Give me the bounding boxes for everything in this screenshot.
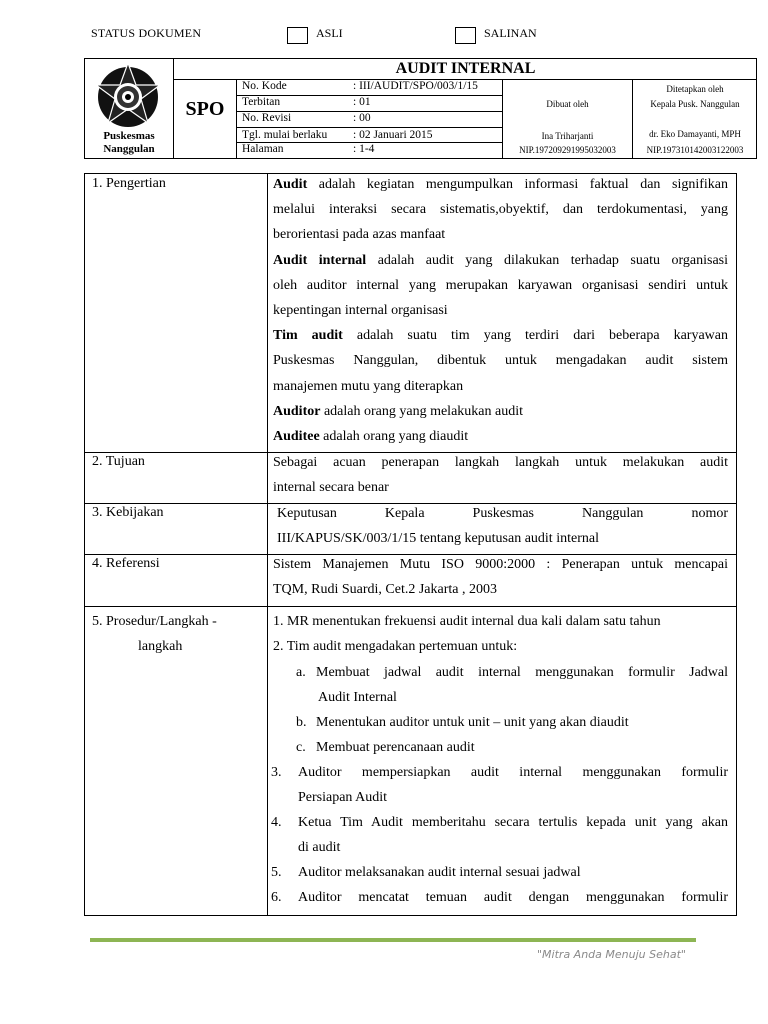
definition-text: Puskesmas Nanggulan, dibentuk untuk mengadakan audit sistem [273,353,728,369]
term-auditor: Auditor [273,403,321,419]
section-label-pengertian: 1. Pengertian [92,176,166,191]
section-body-kebijakan [277,501,728,551]
footer-divider [90,938,696,942]
term-tim-audit: Tim audit [273,328,343,344]
section-body-tujuan [273,450,728,500]
procedure-step-1: 1. MR menentukan frekuensi audit internal dua kali dalam satu tahun [273,614,661,629]
meta-value: : 02 Januari 2015 [353,129,433,141]
definition-text: manajemen mutu yang diterapkan [273,378,464,394]
spo-label: SPO [174,80,237,159]
meta-value: : 01 [353,96,371,108]
asli-label: ASLI [316,26,343,40]
body-text: III/KAPUS/SK/003/1/15 tentang keputusan audit internal [277,531,599,547]
asli-checkbox[interactable] [287,27,308,44]
made-by-cell [503,80,633,159]
step-marker: 4. [271,815,282,830]
set-by-nip: NIP.197310142003122003 [646,145,744,155]
definition-text: adalah orang yang diaudit [319,428,469,444]
section-label-prosedur-cont: langkah [138,639,183,654]
section-body-referensi [273,552,728,602]
section-body-pengertian [273,172,728,449]
made-by-name: Ina Triharjanti [541,131,594,141]
body-text: Keputusan Kepala Puskesmas Nanggulan nomor [277,506,728,521]
set-by-label: Ditetapkan oleh [666,84,724,94]
section-label-kebijakan: 3. Kebijakan [92,505,164,520]
meta-key: No. Revisi [242,112,292,124]
row-divider [84,606,737,607]
set-by-cell [633,80,757,159]
meta-row-halaman [237,143,503,159]
document-title: AUDIT INTERNAL [174,58,757,80]
term-audit: Audit [273,177,308,192]
meta-key: Halaman [242,143,284,155]
procedure-step-3: Auditor mempersiapkan audit internal menggunakan formulir [298,765,728,780]
substep-marker: a. [296,665,306,680]
substep-marker: c. [296,740,306,755]
status-dokumen-label: STATUS DOKUMEN [91,26,202,40]
section-label-referensi: 4. Referensi [92,556,160,571]
meta-row-kode [237,80,503,96]
section-label-prosedur: 5. Prosedur/Langkah - [92,614,217,629]
puskesmas-logo-icon [93,61,163,131]
footer-tagline: "Mitra Anda Menuju Sehat" [537,948,686,961]
substep-b: Menentukan auditor untuk unit – unit yang akan diaudit [316,715,629,730]
term-audit-internal: Audit internal [273,252,367,268]
procedure-step-4: Ketua Tim Audit memberitahu secara tertulis kepada unit yang akan [298,815,728,830]
substep-marker: b. [296,715,307,730]
meta-row-revisi [237,112,503,128]
meta-value: : III/AUDIT/SPO/003/1/15 [353,80,478,92]
section-label-tujuan: 2. Tujuan [92,454,145,469]
definition-text: berorientasi pada azas manfaat [273,227,446,243]
meta-key: Terbitan [242,96,281,108]
step-marker: 6. [271,890,282,905]
org-logo-cell [84,58,174,159]
procedure-step-5: Auditor melaksanakan audit internal sesuai jadwal [298,865,581,880]
meta-value: : 1-4 [353,143,375,155]
made-by-nip: NIP.197209291995032003 [519,145,616,155]
definition-text: melalui interaksi secara sistematis,obyektif, dan terdokumentasi, yang [273,202,728,218]
substep-a: Membuat jadwal audit internal menggunakan formulir Jadwal [316,665,728,680]
set-by-role: Kepala Pusk. Nanggulan [650,99,740,109]
document-meta [237,80,503,159]
made-by-label: Dibuat oleh [546,99,589,109]
substep-a-cont: Audit Internal [318,690,397,705]
body-text: Sebagai acuan penerapan langkah langkah untuk melakukan audit [273,455,728,470]
set-by-name: dr. Eko Damayanti, MPH [649,129,741,139]
term-auditee: Auditee [273,428,320,444]
definition-text: adalah orang yang melakukan audit [320,403,523,419]
body-text: TQM, Rudi Suardi, Cet.2 Jakarta , 2003 [273,582,497,598]
procedure-step-4-cont: di audit [298,840,341,855]
column-divider [267,173,268,916]
org-name-line2: Nanggulan [103,143,155,155]
definition-text: adalah audit yang dilakukan terhadap suatu organisasi [366,252,729,268]
substep-c: Membuat perencanaan audit [316,740,475,755]
definition-text: adalah kegiatan mengumpulkan informasi faktual dan signifikan [307,177,728,192]
salinan-label: SALINAN [484,26,537,40]
meta-key: No. Kode [242,80,287,92]
procedure-step-6: Auditor mencatat temuan audit dengan menggunakan formulir [298,890,728,905]
step-marker: 5. [271,865,282,880]
step-marker: 3. [271,765,282,780]
meta-row-tgl [237,128,503,143]
definition-text: kepentingan internal organisasi [273,302,448,318]
definition-text: oleh auditor internal yang merupakan karyawan organisasi sendiri untuk [273,277,728,293]
procedure-step-2: 2. Tim audit mengadakan pertemuan untuk: [273,639,518,654]
salinan-checkbox[interactable] [455,27,476,44]
procedure-step-3-cont: Persiapan Audit [298,790,388,805]
body-text: internal secara benar [273,480,389,496]
meta-key: Tgl. mulai berlaku [242,129,328,141]
definition-text: adalah suatu tim yang terdiri dari beberapa karyawan [342,328,729,344]
meta-row-terbitan [237,96,503,112]
body-text: Sistem Manajemen Mutu ISO 9000:2000 : Penerapan untuk mencapai [273,557,728,572]
meta-value: : 00 [353,112,371,124]
org-name-line1: Puskesmas [103,130,155,142]
